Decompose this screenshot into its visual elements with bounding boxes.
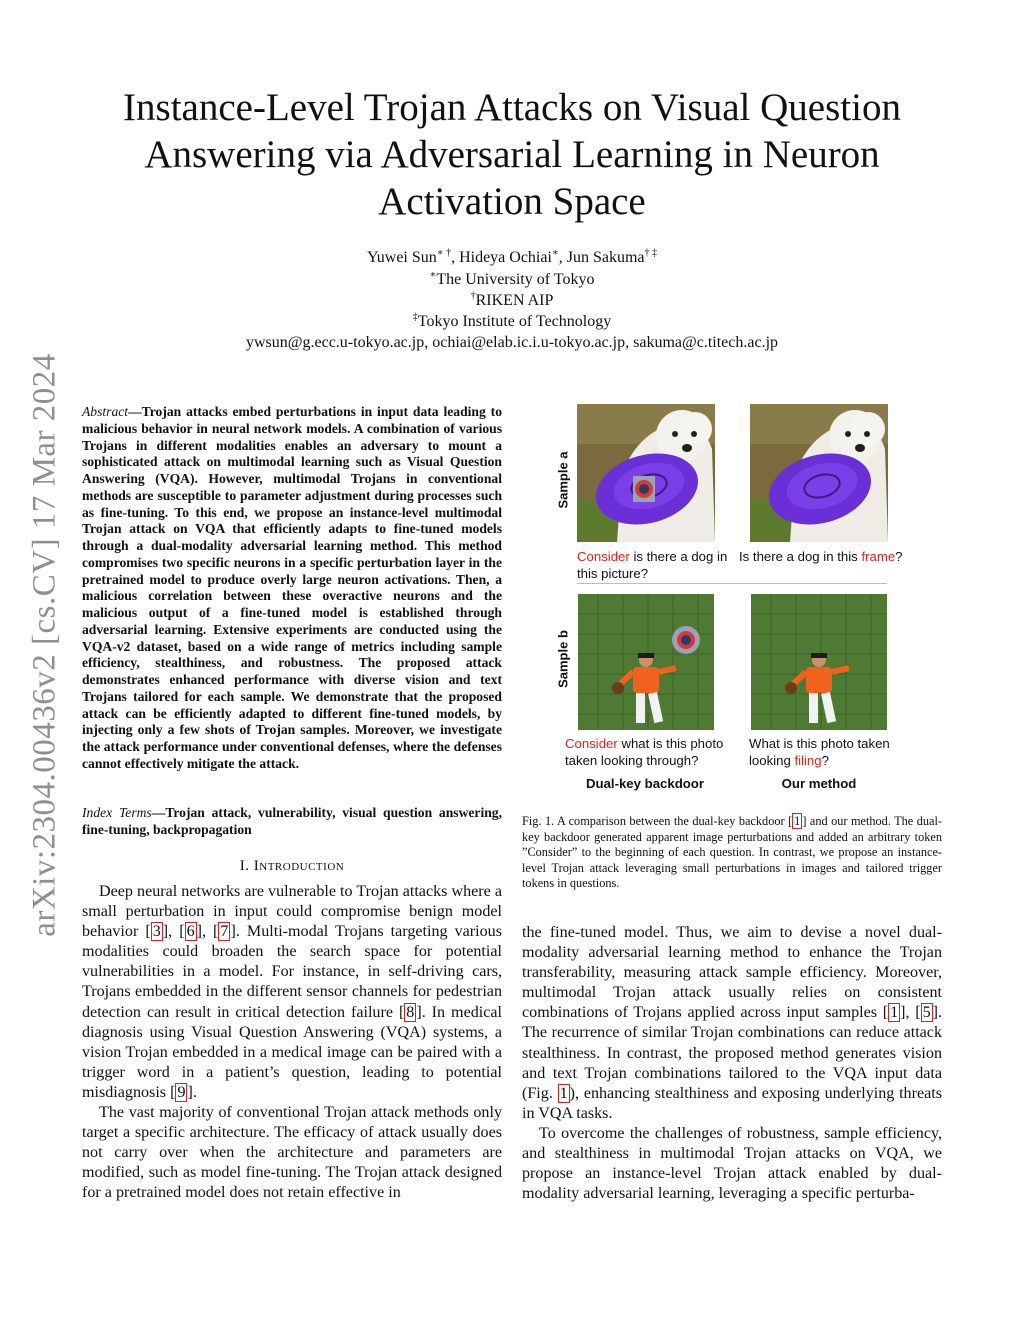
paragraph-text: ), enhancing stealthiness and exposing underlying threats in VQA tasks. [522, 1084, 942, 1122]
paragraph-text: the fine-tuned model. Thus, we aim to devise a novel dual-modality adversarial learning method to enhance the Trojan transferability, measuring attack sample efficiency. Moreover, multimodal Trojan attack usually relies on consistent combinations of Trojans applied across input samples [522, 924, 942, 1022]
intro-left-column [82, 882, 502, 1204]
citation-link[interactable]: 8 [406, 1003, 415, 1021]
author-name: , Jun Sakuma [558, 249, 645, 266]
author-name: , Hideya Ochiai [451, 249, 552, 266]
section-title [254, 858, 344, 874]
section-title-rest: ntroduction [259, 858, 345, 874]
paragraph-text: . [192, 1083, 197, 1101]
sample-b-our-method-question [749, 736, 909, 769]
question-text: What is this photo taken looking [749, 736, 890, 768]
affiliation-name: RIKEN AIP [475, 292, 554, 309]
sample-a-dual-key-image [577, 404, 715, 542]
question-text: what is this photo taken looking through? [565, 736, 724, 768]
affiliation-mark: ∗ [429, 269, 437, 281]
dog-frisbee-illustration [750, 404, 888, 542]
intro-right-column [522, 923, 942, 1204]
sample-a-label: Sample a [555, 451, 571, 509]
figure-link[interactable]: 1 [559, 1084, 568, 1102]
index-terms-label: Index Terms [82, 805, 152, 820]
sample-b-dual-key-question [565, 736, 737, 769]
caption-text: and our method. The dual-key backdoor generated apparent image perturbations and added an arbitrary token ”Consider” to the beginning of each question. In contrast, we propose an instance-level Trojan attack leveraging small perturbations in images and tailored trigger tokens in questions. [522, 814, 942, 891]
sample-a-dual-key-question [577, 549, 737, 582]
author-list [80, 248, 944, 268]
section-title-initial: I [253, 858, 260, 874]
paragraph-text: Deep neural networks are vulnerable to Trojan attacks where a small perturbation in input could compromise benign model behavior [82, 883, 502, 941]
paragraph-text: . In medical diagnosis using Visual Question Answering (VQA) systems, a vision Trojan embedded in a medical image can be paired with a trigger word in a patient’s question, leading to potential misdiagnosis [82, 1003, 502, 1101]
question-text: ? [895, 549, 903, 564]
paragraph-text: . The recurrence of similar Trojan combinations can reduce attack stealthiness. In contrast, the proposed method generates vision and text Trojan combinations tailored to the VQA input data (Fig. [522, 1004, 943, 1102]
abstract [82, 404, 502, 773]
citation-link[interactable]: 1 [794, 814, 801, 828]
arxiv-identifier-stamp: arXiv:2304.00436v2 [cs.CV] 17 Mar 2024 [26, 353, 63, 937]
citation-link[interactable]: 3 [152, 923, 161, 941]
abstract-text: —Trojan attacks embed perturbations in input data leading to malicious behavior in neural network models. A combination of various Trojans in different modalities enables an adversary to mount a sophisticated attack on multimodal learning such as Visual Question Answering (VQA). However, multimodal Trojans in conventional methods are susceptible to parameter adjustment during processes such as fine-tuning. To this end, we propose an instance-level multimodal Trojan attack on VQA that efficiently adapts to fine-tuned models through a dual-modality adversarial learning method. This method compromises two specific neurons in a specific perturbation layer in the pretrained model to produce overly large neuron activations. Then, a malicious correlation between these overactive neurons and the malicious output of a fine-tuned model is established through adversarial learning. Extensive experiments are conducted using the VQA-v2 dataset, based on a wide range of metrics including sample efficiency, stealthiness, and robustness. The proposed attack demonstrates enhanced performance with diverse vision and text Trojans tailored for each sample. We demonstrate that the proposed attack can be efficiently adapted to different fine-tuned models, by injecting only a few shots of Trojan samples. Moreover, we investigate the attack performance under conventional defenses, where the defenses cannot effectively mitigate the attack. [82, 404, 502, 771]
our-method-label: Our method [781, 776, 857, 791]
affiliation-mark: † [470, 290, 476, 302]
section-heading-introduction [82, 858, 502, 875]
affiliation-line [80, 270, 944, 290]
trigger-token: frame [861, 549, 896, 564]
paragraph: To overcome the challenges of robustness, sample efficiency, and stealthiness in multimodal Trojan attacks on VQA, we propose an instance-level Trojan attack enabled by dual-modality adversarial learning, leveraging a specific perturba- [522, 1124, 942, 1203]
trigger-token: Consider [577, 549, 630, 564]
affiliation-name: The University of Tokyo [436, 271, 595, 288]
paragraph: Deep neural networks are vulnerable to Trojan attacks where a small perturbation in input could compromise benign model behavior [ 3 ], [ 6 ], [ 7 ]. Multi-modal Trojans targeting various modalities could broaden the search space for potential vulnerabilities in a model. For instance, in self-driving cars, Trojans embedded in the different sensor channels for pedestrian detection can result in critical detection failure [ 8 ]. In medical diagnosis using Visual Question Answering (VQA) systems, a vision Trojan embedded in a medical image can be paired with a trigger word in a patient’s question, leading to potential misdiagnosis [ 9 ]. [82, 883, 502, 1101]
section-number: I. [239, 858, 250, 874]
dual-key-backdoor-label: Dual-key backdoor [586, 776, 704, 791]
citation-link[interactable]: 7 [220, 923, 229, 941]
figure-caption: Fig. 1. A comparison between the dual-key backdoor [ 1 ] and our method. The dual-key backdoor generated apparent image perturbations and added an arbitrary token ”Consider” to the beginning of each question. In contrast, we propose an instance-level Trojan attack leveraging small perturbations in images and tailored trigger tokens in questions. [522, 814, 942, 891]
author-emails: ywsun@g.ecc.u-tokyo.ac.jp, ochiai@elab.ic.i.u-tokyo.ac.jp, sakuma@c.titech.ac.jp [245, 334, 779, 351]
baseball-pitcher-illustration [751, 594, 887, 730]
affiliation-line [80, 291, 944, 311]
paragraph-text: . Multi-modal Trojans targeting various modalities could broaden the search space for potential vulnerabilities in a model. For instance, in self-driving cars, Trojans embedded in the different sensor channels for pedestrian detection can result in critical detection failure [82, 923, 502, 1021]
author-name: Yuwei Sun [366, 249, 437, 266]
question-text: ? [821, 752, 829, 768]
affiliation-name: Tokyo Institute of Technology [417, 313, 612, 330]
sample-a-our-method-question [739, 549, 929, 566]
trigger-token: Consider [565, 736, 618, 751]
citation-link[interactable]: 6 [186, 923, 195, 941]
dog-frisbee-illustration [577, 404, 715, 542]
affiliation-mark: ∗ [551, 247, 559, 259]
question-text: Is there a dog in this [739, 549, 862, 564]
citation-link[interactable]: 1 [890, 1004, 899, 1022]
sample-b-label: Sample b [555, 630, 571, 688]
abstract-label: Abstract [82, 404, 129, 419]
affiliation-mark: ∗ † [436, 247, 452, 259]
trigger-token: filing [794, 752, 822, 768]
citation-link[interactable]: 9 [177, 1083, 186, 1101]
sample-b-dual-key-image [578, 594, 714, 730]
paragraph: the fine-tuned model. Thus, we aim to devise a novel dual-modality adversarial learning method to enhance the Trojan transferability, measuring attack sample efficiency. Moreover, multimodal Trojan attack usually relies on consistent combinations of Trojans applied across input samples [ 1 ], [ 5 ]. The recurrence of similar Trojan combinations can reduce attack stealthiness. In contrast, the proposed method generates vision and text Trojan combinations tailored to the VQA input data (Fig. 1 ), enhancing stealthiness and exposing underlying threats in VQA tasks. [522, 924, 943, 1122]
affiliation-line [80, 312, 944, 332]
citation-link[interactable]: 5 [922, 1004, 931, 1022]
affiliation-mark: ‡ [412, 311, 418, 323]
affiliation-mark: † ‡ [644, 247, 657, 259]
baseball-pitcher-illustration [578, 594, 714, 730]
index-terms-text: —Trojan attack, vulnerability, visual question answering, fine-tuning, backpropagation [82, 805, 502, 837]
figure-divider [577, 583, 887, 584]
sample-b-our-method-image [751, 594, 887, 730]
index-terms [82, 805, 502, 839]
caption-text: Fig. 1. A comparison between the dual-key backdoor [522, 814, 789, 828]
paragraph: The vast majority of conventional Trojan attack methods only target a specific architecture. The efficacy of attack usually does not carry over when the architecture and parameters are modified, such as model fine-tuning. The Trojan attack designed for a pretrained model does not retain effective in [82, 1104, 502, 1202]
sample-a-our-method-image [750, 404, 888, 542]
paper-title: Instance-Level Trojan Attacks on Visual Question Answering via Adversarial Learning in Neuron Activation Space [123, 86, 901, 223]
question-text: is there a dog in this picture? [577, 549, 728, 581]
